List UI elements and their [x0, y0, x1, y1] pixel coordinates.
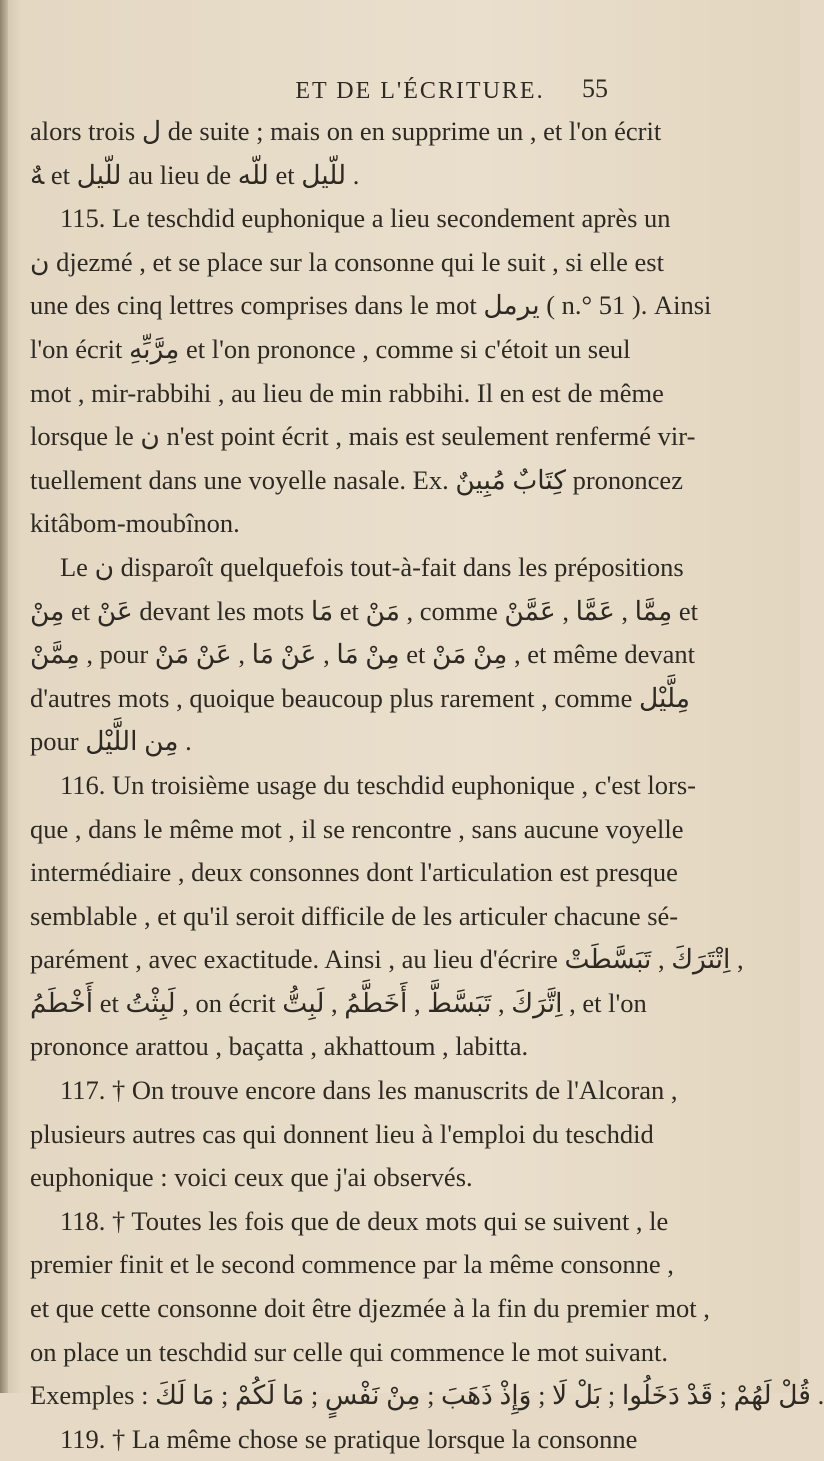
paragraph-115-start: 115. Le teschdid euphonique a lieu secondement après un: [60, 203, 671, 234]
page-number: 55: [582, 74, 608, 103]
binding-edge: [0, 0, 8, 1393]
text-line: premier finit et le second commence par la même consonne ,: [30, 1249, 674, 1280]
text-line: d'autres mots , quoique beaucoup plus rarement , comme مِلَّيْل: [30, 682, 691, 713]
text-line: prononce arattou , baçatta , akhattoum , labitta.: [30, 1031, 529, 1062]
text-line: ﻪٌ et ﻟﻠّﻴﻞ au lieu de ﻟﻠّﻪ et ﻟﻠّﻴﻞ .: [30, 159, 360, 190]
text-line: plusieurs autres cas qui donnent lieu à l'emploi du teschdid: [30, 1118, 654, 1149]
text-line: mot , mir-rabbihi , au lieu de min rabbihi. Il en est de même: [30, 377, 664, 408]
paragraph-117-start: 117. † On trouve encore dans les manuscrits de l'Alcoran ,: [60, 1075, 678, 1106]
text-line: مِمَّنْ , pour مِنْ مَا , عَنْ مَا , عَنْ مَنْ et مِنْ مَنْ , et même devant: [30, 639, 696, 670]
text-line: que , dans le même mot , il se rencontre , sans aucune voyelle: [30, 813, 684, 844]
text-line: lorsque le ن n'est point écrit , mais est seulement renfermé vir-: [30, 421, 696, 452]
text-line: parément , avec exactitude. Ainsi , au lieu d'écrire اِتْتَرَكَ , تَبَسَّطَتْ ,: [30, 944, 744, 975]
text-line: Exemples : قُلْ لَهُمْ ; قَدْ دَخَلُوا ; بَلْ لَا ; وَإِذْ ذَهَبَ ; مِنْ نَفْسٍ ; مَا لَكُمْ ; مَا لَكَ .: [30, 1380, 824, 1411]
body-text: [30, 110, 824, 1461]
text-line: alors trois ل de suite ; mais on en supprime un , et l'on écrit: [30, 116, 662, 146]
text-line: une des cinq lettres comprises dans le mot يرمل ( n.° 51 ). Ainsi: [30, 290, 712, 321]
text-line: tuellement dans une voyelle nasale. Ex. كِتَابٌ مُبِينٌ prononcez: [30, 464, 683, 495]
text-line: مِنْ et عَنْ devant les mots مَا et مَنْ , comme مِمَّا , عَمَّا , عَمَّنْ et: [30, 595, 699, 626]
text-line: أَخْطَمُ et لَبِثْتُ , on écrit اِتَّرَكَ , تَبَسَّطَّ , أَخَطَّمُ , لَبِتُّ , et l'on: [30, 987, 647, 1018]
text-line: semblable , et qu'il seroit difficile de les articuler chacune sé-: [30, 900, 679, 931]
text-line: Le ن disparoît quelquefois tout-à-fait dans les prépositions: [60, 551, 684, 582]
text-line: euphonique : voici ceux que j'ai observés.: [30, 1162, 473, 1193]
running-head: ET DE L'ÉCRITURE.: [295, 78, 545, 104]
text-line: et que cette consonne doit être djezmée à la fin du premier mot ,: [30, 1293, 710, 1324]
text-line: on place un teschdid sur celle qui commence le mot suivant.: [30, 1336, 669, 1367]
text-line: intermédiaire , deux consonnes dont l'articulation est presque: [30, 857, 678, 888]
text-line: ن djezmé , et se place sur la consonne qui le suit , si elle est: [30, 246, 664, 277]
text-line: kitâbom-moubînon.: [30, 508, 240, 539]
paragraph-116-start: 116. Un troisième usage du teschdid euphonique , c'est lors-: [60, 769, 696, 800]
text-line: pour مِن اللَّيْل .: [30, 726, 192, 757]
paragraph-118-start: 118. † Toutes les fois que de deux mots qui se suivent , le: [60, 1205, 669, 1236]
paragraph-119-start: 119. † La même chose se pratique lorsque la consonne: [60, 1423, 638, 1454]
text-line: l'on écrit مِرَّبِّهِ et l'on prononce , comme si c'étoit un seul: [30, 333, 631, 364]
